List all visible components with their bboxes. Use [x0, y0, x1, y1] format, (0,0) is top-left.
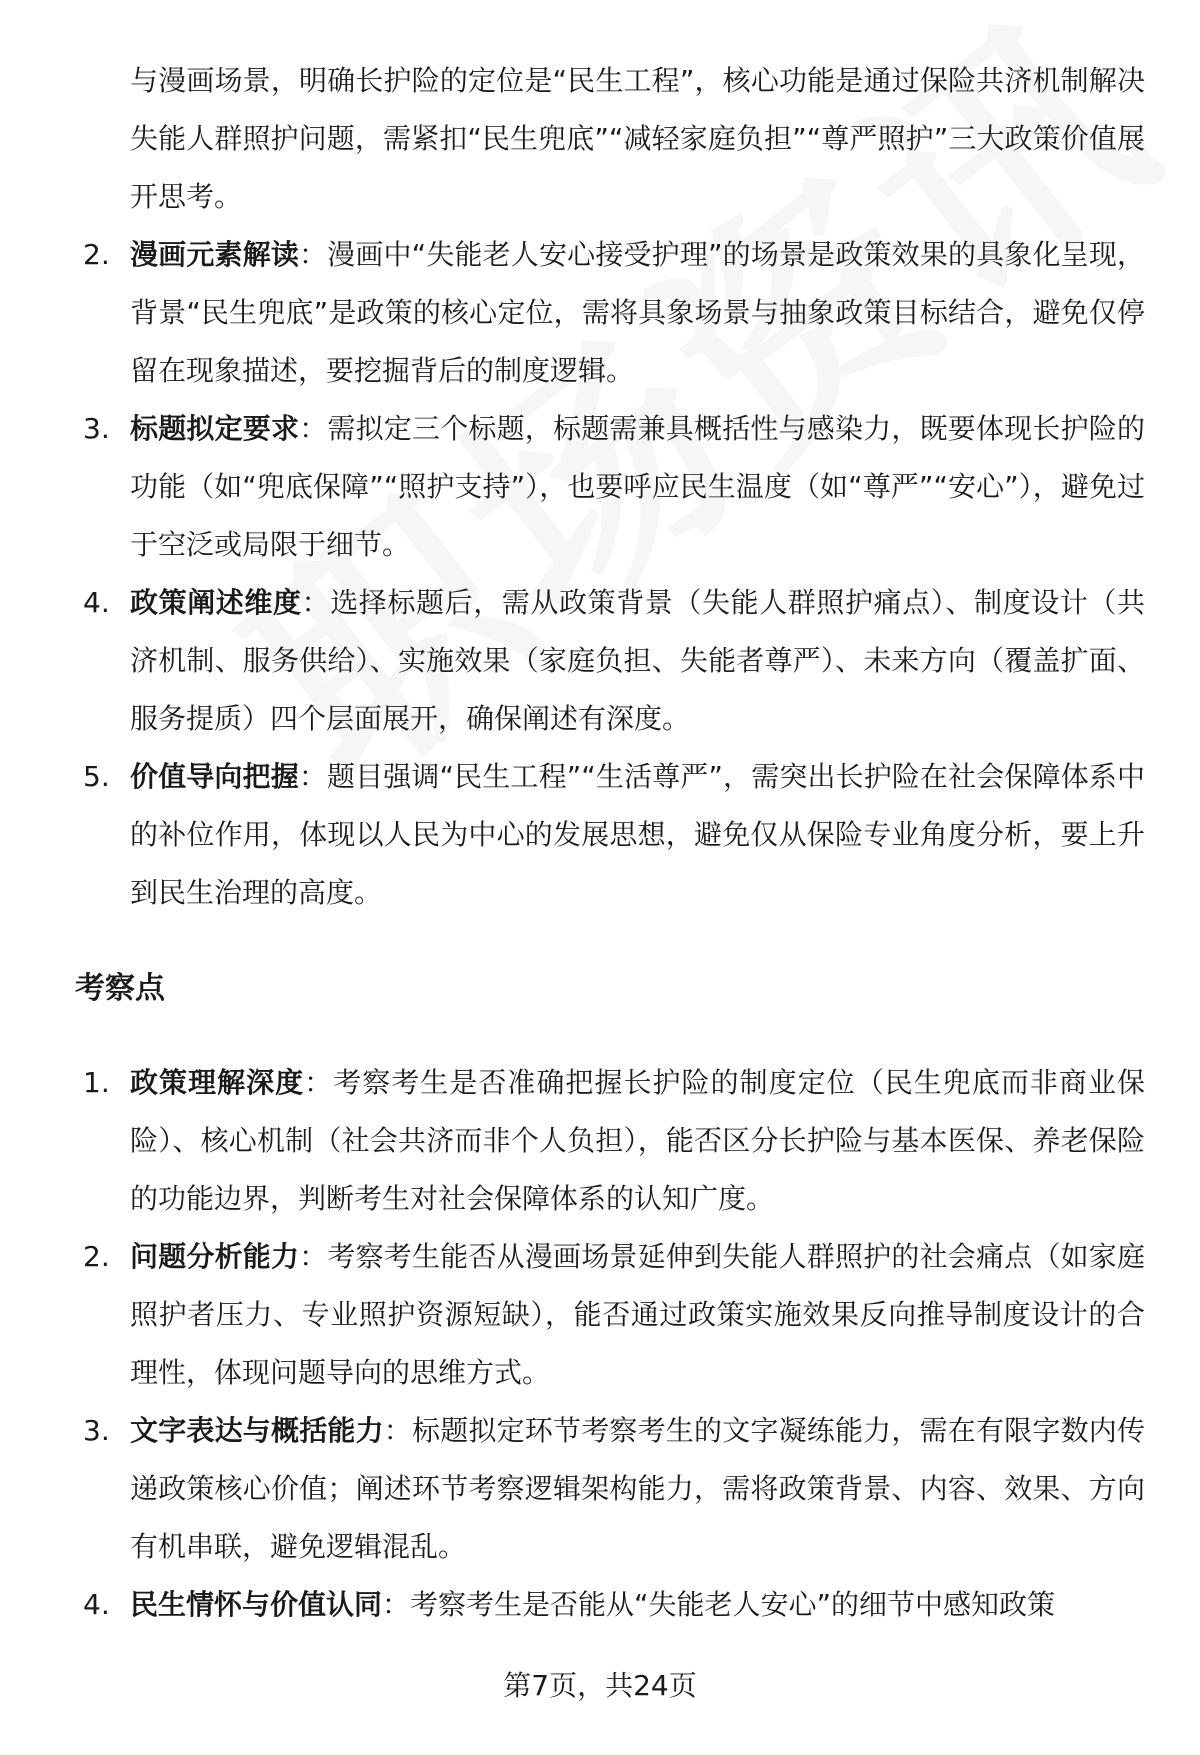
- list-item: [75, 1228, 1145, 1402]
- page-number: 第7页，共24页: [503, 1669, 697, 1702]
- list-term: 政策阐述维度: [130, 586, 302, 619]
- analysis-list: [75, 226, 1145, 922]
- list-text: ：标题拟定环节考察考生的文字凝练能力，需在有限字数内传递政策核心价值；阐述环节考察逻辑架构能力，需将政策背景、内容、效果、方向有机串联，避免逻辑混乱。: [130, 1414, 1145, 1563]
- list-number: 4.: [83, 1588, 110, 1621]
- list-text: ：需拟定三个标题，标题需兼具概括性与感染力，既要体现长护险的功能（如“兜底保障”“照护支持”），也要呼应民生温度（如“尊严”“安心”），避免过于空泛或局限于细节。: [130, 412, 1145, 561]
- list-item: [75, 1054, 1145, 1228]
- list-item: [75, 1576, 1145, 1634]
- list-item: [75, 226, 1145, 400]
- list-text: ：考察考生是否准确把握长护险的制度定位（民生兜底而非商业保险）、核心机制（社会共济而非个人负担），能否区分长护险与基本医保、养老保险的功能边界，判断考生对社会保障体系的认知广度。: [130, 1066, 1145, 1215]
- list-term: 文字表达与概括能力: [130, 1414, 384, 1447]
- list-text: ：考察考生能否从漫画场景延伸到失能人群照护的社会痛点（如家庭照护者压力、专业照护资源短缺），能否通过政策实施效果反向推导制度设计的合理性，体现问题导向的思维方式。: [130, 1240, 1145, 1389]
- section-heading: 考察点: [75, 971, 165, 1006]
- section-spacer: [75, 1018, 1145, 1054]
- list-number: 3.: [83, 412, 110, 445]
- assessment-points-list: [75, 1054, 1145, 1634]
- list-text: ：选择标题后，需从政策背景（失能人群照护痛点）、制度设计（共济机制、服务供给）、实施效果（家庭负担、失能者尊严）、未来方向（覆盖扩面、服务提质）四个层面展开，确保阐述有深度。: [130, 586, 1145, 735]
- list-item: [75, 1402, 1145, 1576]
- list-number: 4.: [83, 586, 110, 619]
- list-term: 价值导向把握: [130, 760, 299, 793]
- list-number: 1.: [83, 1066, 110, 1099]
- list-term: 问题分析能力: [130, 1240, 300, 1273]
- list-term: 民生情怀与价值认同: [130, 1588, 383, 1621]
- list-number: 5.: [83, 760, 110, 793]
- list-number: 3.: [83, 1414, 110, 1447]
- intro-paragraph: 与漫画场景，明确长护险的定位是“民生工程”，核心功能是通过保险共济机制解决失能人群照护问题，需紧扣“民生兜底”“减轻家庭负担”“尊严照护”三大政策价值展开思考。: [130, 64, 1145, 213]
- list-term: 漫画元素解读: [130, 238, 299, 271]
- document-content: [75, 52, 1145, 1634]
- list-text: ：考察考生是否能从“失能老人安心”的细节中感知政策: [382, 1588, 1056, 1621]
- list-item: [75, 574, 1145, 748]
- list-term: 政策理解深度: [130, 1066, 305, 1099]
- list-number: 2.: [83, 1240, 110, 1273]
- list-text: ：题目强调“民生工程”“生活尊严”，需突出长护险在社会保障体系中的补位作用，体现以人民为中心的发展思想，避免仅从保险专业角度分析，要上升到民生治理的高度。: [130, 760, 1145, 909]
- list-number: 2.: [83, 238, 110, 271]
- list-text: ：漫画中“失能老人安心接受护理”的场景是政策效果的具象化呈现，背景“民生兜底”是政策的核心定位，需将具象场景与抽象政策目标结合，避免仅停留在现象描述，要挖掘背后的制度逻辑。: [130, 238, 1145, 387]
- list-item: [75, 748, 1145, 922]
- list-term: 标题拟定要求: [130, 412, 300, 445]
- list-item: [75, 400, 1145, 574]
